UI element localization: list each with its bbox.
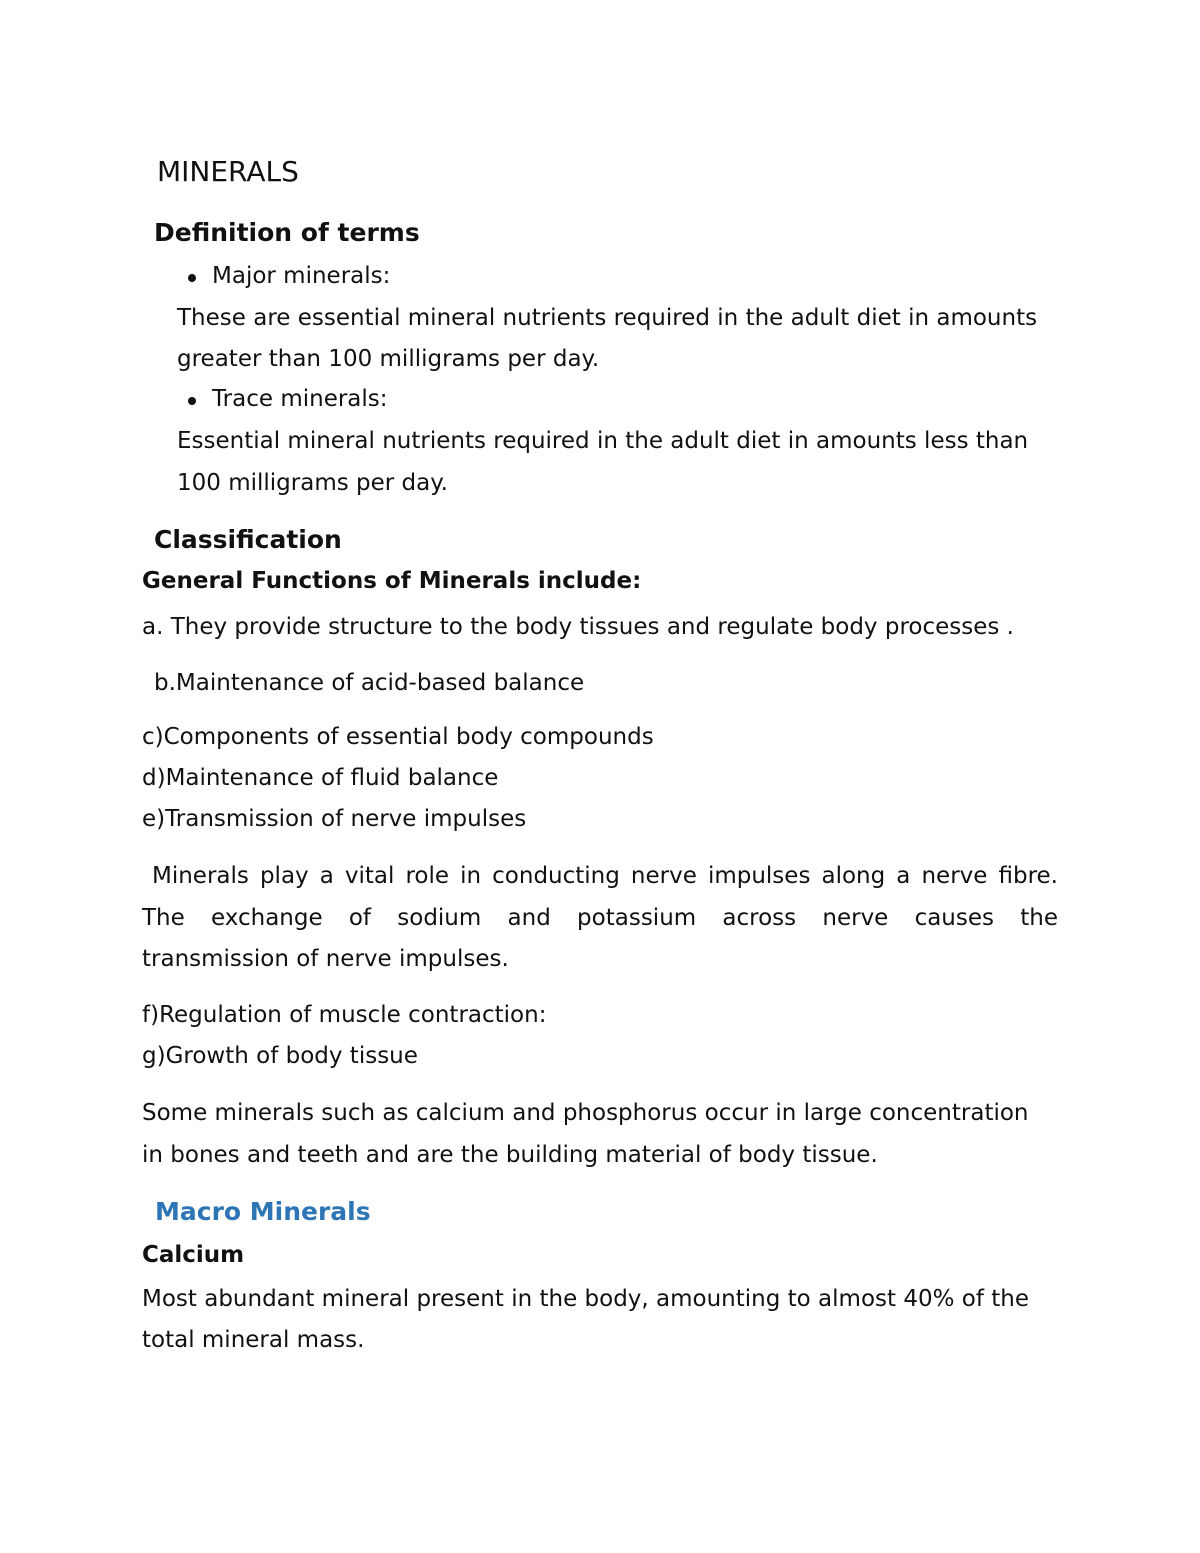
nerve-paragraph-text: The exchange of sodium and potassium across nerve causes the	[142, 905, 1058, 931]
major-minerals-definition-line: greater than 100 milligrams per day.	[177, 346, 600, 372]
classification-heading: Classification	[154, 525, 342, 554]
nerve-paragraph-line: transmission of nerve impulses.	[142, 946, 509, 972]
calcium-description-line: total mineral mass.	[142, 1327, 365, 1353]
major-minerals-definition-line: These are essential mineral nutrients required in the adult diet in amounts	[177, 305, 1038, 331]
definitions-heading: Definition of terms	[154, 218, 420, 247]
function-item: g)Growth of body tissue	[142, 1043, 418, 1069]
nerve-paragraph-line	[142, 904, 1058, 932]
major-minerals-term: Major minerals:	[212, 263, 391, 289]
bullet-icon	[188, 397, 196, 405]
calcium-description-line: Most abundant mineral present in the body, amounting to almost 40% of the	[142, 1286, 1029, 1312]
macro-minerals-heading: Macro Minerals	[155, 1197, 371, 1226]
nerve-paragraph-line	[152, 862, 1058, 890]
function-item: f)Regulation of muscle contraction:	[142, 1002, 547, 1028]
bullet-icon	[188, 274, 196, 282]
function-item: a. They provide structure to the body tissues and regulate body processes .	[142, 614, 1014, 640]
trace-minerals-term: Trace minerals:	[212, 386, 388, 412]
nerve-paragraph-text: Minerals play a vital role in conducting nerve impulses along a nerve fibre.	[152, 863, 1058, 889]
trace-minerals-definition-line: Essential mineral nutrients required in the adult diet in amounts less than	[177, 428, 1029, 454]
tissue-paragraph-line: Some minerals such as calcium and phosphorus occur in large concentration	[142, 1100, 1029, 1126]
function-item: e)Transmission of nerve impulses	[142, 806, 527, 832]
page-title: MINERALS	[157, 155, 299, 188]
calcium-heading: Calcium	[142, 1242, 245, 1268]
function-item: c)Components of essential body compounds	[142, 724, 654, 750]
tissue-paragraph-line: in bones and teeth and are the building material of body tissue.	[142, 1142, 878, 1168]
functions-heading: General Functions of Minerals include:	[142, 568, 642, 594]
trace-minerals-definition-line: 100 milligrams per day.	[177, 470, 448, 496]
function-item: d)Maintenance of fluid balance	[142, 765, 499, 791]
function-item: b.Maintenance of acid-based balance	[154, 670, 585, 696]
